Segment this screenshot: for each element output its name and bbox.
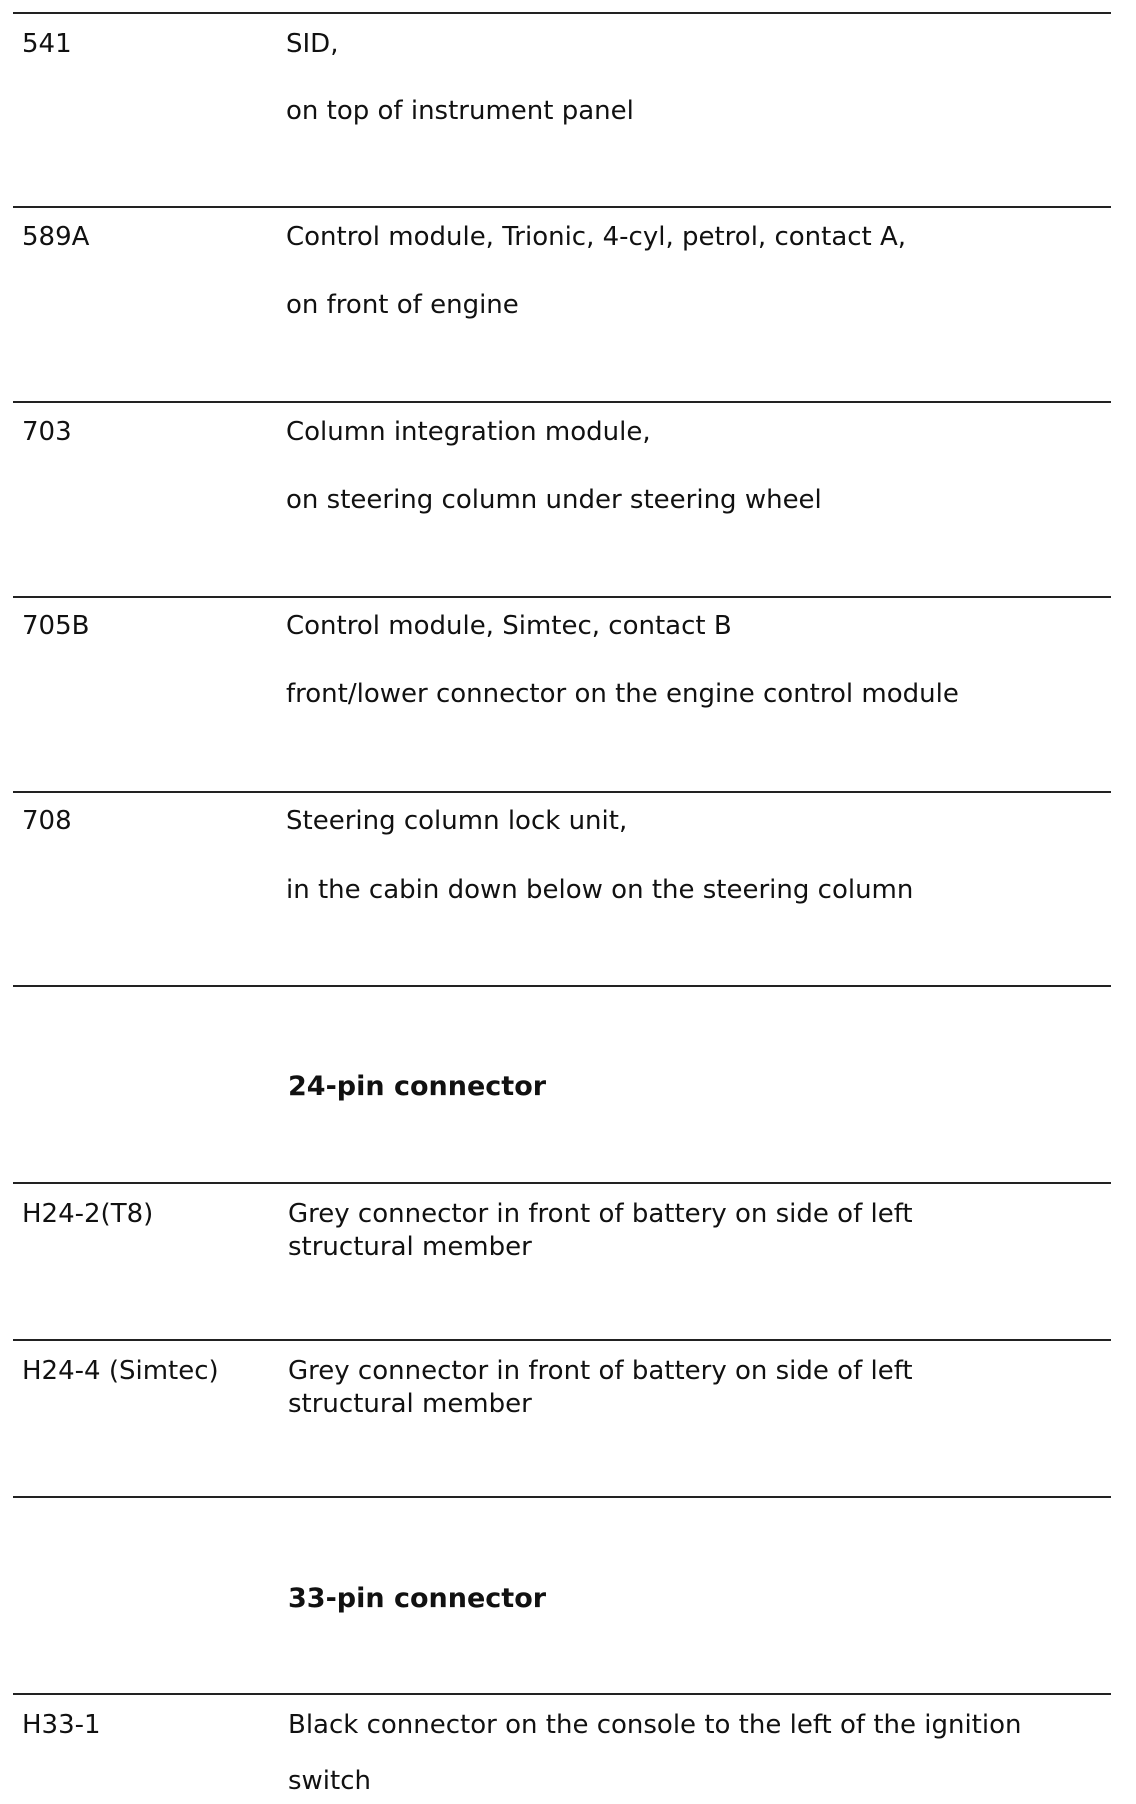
table-row-divider bbox=[13, 791, 1111, 793]
entry-description: Grey connector in front of battery on side of left structural member bbox=[288, 1199, 913, 1262]
table-row-divider bbox=[13, 1339, 1111, 1341]
entry-description-line1: Steering column lock unit, bbox=[286, 806, 628, 836]
entry-code: 703 bbox=[22, 417, 72, 447]
table-row-divider bbox=[13, 12, 1111, 14]
section-heading: 24-pin connector bbox=[288, 1071, 547, 1102]
entry-code: 708 bbox=[22, 806, 72, 836]
entry-code: 589A bbox=[22, 222, 90, 252]
entry-description-line2: front/lower connector on the engine control module bbox=[286, 679, 959, 709]
table-row-divider bbox=[13, 985, 1111, 987]
table-row-divider bbox=[13, 1693, 1111, 1695]
table-row-divider bbox=[13, 401, 1111, 403]
entry-description: Grey connector in front of battery on side of left structural member bbox=[288, 1356, 913, 1419]
entry-description-line2: on steering column under steering wheel bbox=[286, 485, 822, 515]
entry-code: H33-1 bbox=[22, 1710, 101, 1740]
entry-code: 705B bbox=[22, 611, 90, 641]
entry-description-line2: on front of engine bbox=[286, 290, 519, 320]
entry-description-line2: in the cabin down below on the steering column bbox=[286, 875, 914, 905]
table-row-divider bbox=[13, 1182, 1111, 1184]
entry-description-line1: SID, bbox=[286, 29, 339, 59]
table-row-divider bbox=[13, 206, 1111, 208]
entry-description-line1: Black connector on the console to the left of the ignition bbox=[288, 1710, 1022, 1740]
table-row-divider bbox=[13, 596, 1111, 598]
entry-code: 541 bbox=[22, 29, 72, 59]
entry-code: H24-2(T8) bbox=[22, 1199, 154, 1229]
entry-description-line1: Column integration module, bbox=[286, 417, 651, 447]
entry-code: H24-4 (Simtec) bbox=[22, 1356, 219, 1386]
section-heading: 33-pin connector bbox=[288, 1583, 547, 1614]
entry-description-line2: switch bbox=[288, 1766, 372, 1796]
table-row-divider bbox=[13, 1496, 1111, 1498]
entry-description-line2: on top of instrument panel bbox=[286, 96, 634, 126]
entry-description-line1: Control module, Trionic, 4-cyl, petrol, contact A, bbox=[286, 222, 907, 252]
entry-description-line1: Control module, Simtec, contact B bbox=[286, 611, 732, 641]
